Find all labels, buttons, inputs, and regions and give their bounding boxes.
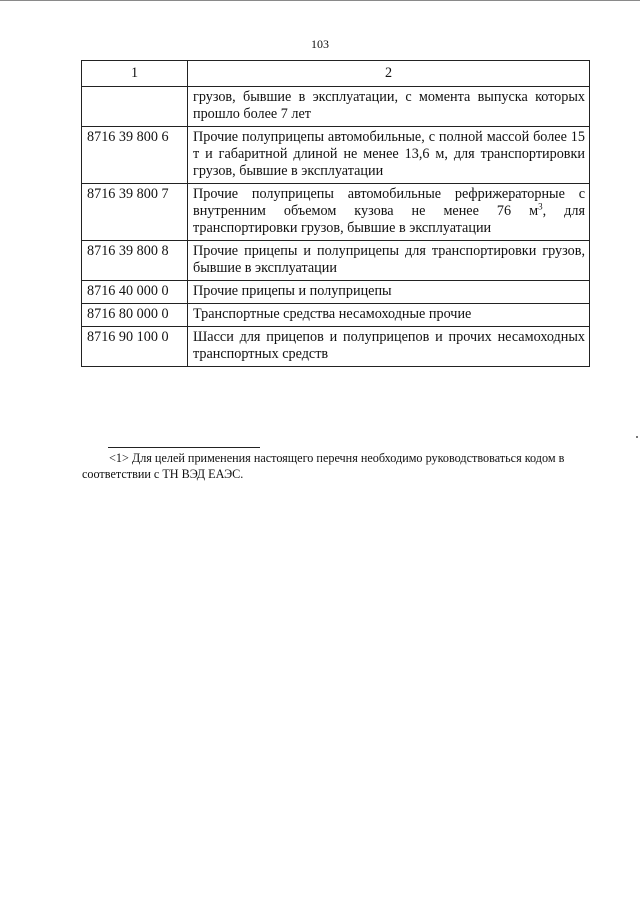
row-code: 8716 40 000 0 (82, 281, 188, 304)
table-row (82, 281, 590, 304)
row-code: 8716 39 800 7 (82, 184, 188, 241)
footnote: <1> Для целей применения настоящего перечня необходимо руководствоваться кодом в соответствии с ТН ВЭД ЕАЭС. (82, 451, 565, 481)
row-description-superscript: 3 (538, 201, 543, 212)
row-description-text: Прочие полуприцепы автомобильные рефрижераторные с внутренним объемом кузова не менее 76 м (193, 186, 585, 219)
page-number: 103 (311, 37, 329, 51)
row-description: Транспортные средства несамоходные прочие (188, 304, 590, 327)
table-row (82, 304, 590, 327)
row-description: Прочие прицепы и полуприцепы (188, 281, 590, 304)
row-description-text-end: , для транспортировки грузов, бывшие в эксплуатации (193, 203, 585, 236)
row-description: Шасси для прицепов и полуприцепов и прочих несамоходных транспортных средств (188, 327, 590, 367)
row-description: Прочие полуприцепы автомобильные, с полной массой более 15 т и габаритной длиной не менее 13,6 м, для транспортировки грузов, бывшие в эксплуатации (188, 127, 590, 184)
page-top-border (0, 0, 640, 1)
footnote-separator (108, 447, 260, 448)
goods-code-table (81, 60, 590, 367)
table-row (82, 87, 590, 127)
row-code (82, 87, 188, 127)
table-row (82, 241, 590, 281)
scan-mark (636, 436, 638, 438)
table-row (82, 127, 590, 184)
row-code: 8716 90 100 0 (82, 327, 188, 367)
table-row (82, 184, 590, 241)
row-description: Прочие прицепы и полуприцепы для транспортировки грузов, бывшие в эксплуатации (188, 241, 590, 281)
row-code: 8716 39 800 6 (82, 127, 188, 184)
column-header-1: 1 (82, 61, 188, 87)
column-header-2: 2 (188, 61, 590, 87)
table-row (82, 327, 590, 367)
row-description: грузов, бывшие в эксплуатации, с момента выпуска которых прошло более 7 лет (188, 87, 590, 127)
row-code: 8716 39 800 8 (82, 241, 188, 281)
row-description (188, 184, 590, 241)
table-header-row (82, 61, 590, 87)
row-code: 8716 80 000 0 (82, 304, 188, 327)
